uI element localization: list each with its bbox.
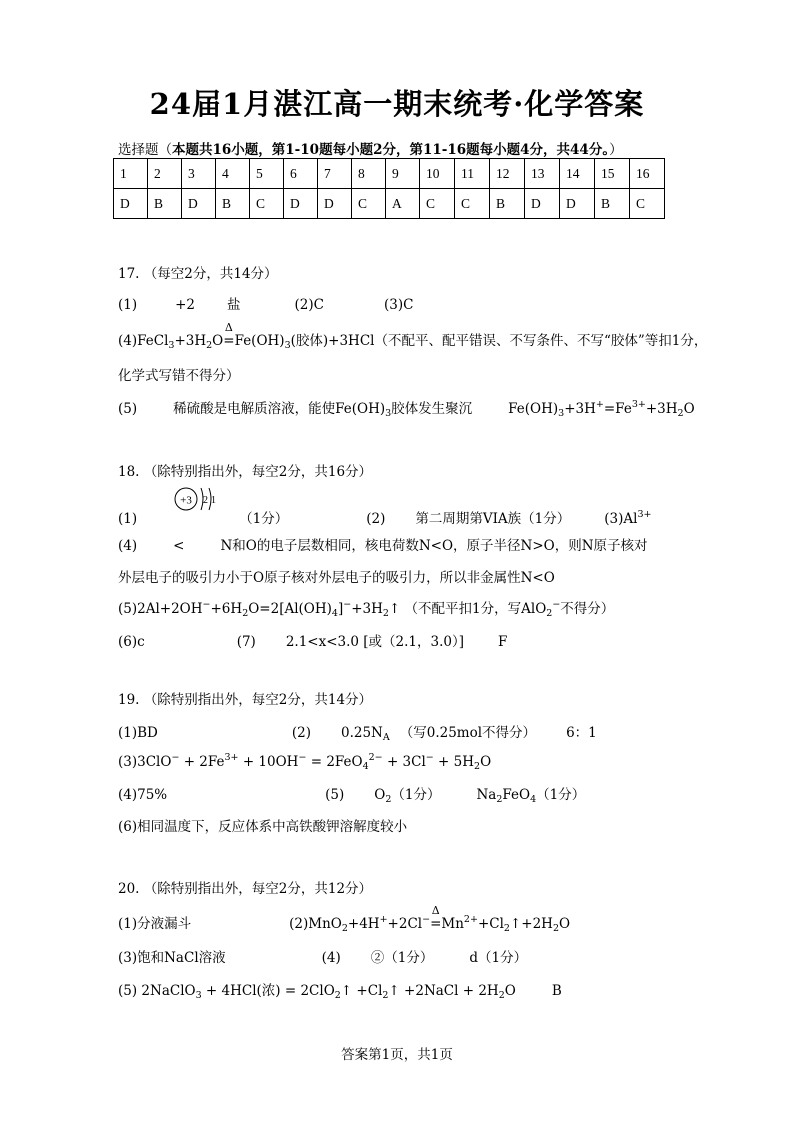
q17-line3: 化学式写错不得分） <box>118 368 240 384</box>
q17-line4: (5) 稀硫酸是电解质溶液，能使$Fe(OH)_3$胶体发生聚沉 $Fe(OH)_3+3H^+=Fe^{3+}+3H_2O$ <box>118 399 695 419</box>
question-number-cell: 3 <box>182 159 216 189</box>
q17-header: 17. （每空2分，共14分） <box>118 266 278 282</box>
answer-cell: B <box>148 189 182 219</box>
q19-line4: (6)相同温度下，反应体系中高铁酸钾溶解度较小 <box>118 819 408 835</box>
answer-cell: D <box>114 189 148 219</box>
question-number-cell: 10 <box>420 159 455 189</box>
answer-cell: D <box>182 189 216 219</box>
question-number-cell: 6 <box>284 159 318 189</box>
answer-number-row <box>114 159 665 189</box>
question-number-cell: 2 <box>148 159 182 189</box>
page-footer: 答案第1页，共1页 <box>341 1047 453 1063</box>
answer-cell: B <box>490 189 525 219</box>
heat-condition: Δ = <box>223 321 235 349</box>
question-number-cell: 13 <box>525 159 560 189</box>
answer-cell: C <box>630 189 665 219</box>
answer-cell: C <box>352 189 386 219</box>
shell-electrons-1: 2 <box>203 495 208 506</box>
q19-line2: $(3)3ClO^- + 2Fe^{3+} + 10OH^- = 2FeO_4^{2-} + 3Cl^- + 5H_2O$ <box>118 752 492 772</box>
question-number-cell: 16 <box>630 159 665 189</box>
answer-cell: D <box>560 189 595 219</box>
q20-header: 20. （除特别指出外，每空2分，共12分） <box>118 881 373 897</box>
nucleus-charge: +3 <box>180 494 192 507</box>
answer-cell: C <box>420 189 455 219</box>
question-number-cell: 7 <box>318 159 352 189</box>
q18-line5: (6)c (7) 2.1<x<3.0 [或（2.1，3.0）] F <box>118 634 508 650</box>
answer-cell: D <box>525 189 560 219</box>
shell-electrons-2: 1 <box>211 495 216 506</box>
answer-cell: B <box>216 189 250 219</box>
q18-line3: 外层电子的吸引力小于O原子核对外层电子的吸引力，所以非金属性N<O <box>118 570 555 586</box>
q19-header: 19. （除特别指出外，每空2分，共14分） <box>118 692 373 708</box>
answer-cell: D <box>284 189 318 219</box>
page-title: 24届1月湛江高一期末统考·化学答案 <box>149 87 645 121</box>
question-number-cell: 4 <box>216 159 250 189</box>
choice-intro: 选择题（本题共16小题，第1-10题每小题2分，第11-16题每小题4分，共44分。） <box>118 142 623 158</box>
answer-cell: B <box>595 189 630 219</box>
question-number-cell: 12 <box>490 159 525 189</box>
q20-line1: (1)分液漏斗 (2)MnO$_2$+4H++2Cl− Δ $=Mn^{2+}+Cl_2↑+2H_2O$ <box>118 904 571 934</box>
question-number-cell: 9 <box>386 159 420 189</box>
q18-line1: (1) （1分） (2) 第二周期第VIA族（1分） $(3)Al^{3+}$ <box>118 509 652 527</box>
question-number-cell: 5 <box>250 159 284 189</box>
question-number-cell: 15 <box>595 159 630 189</box>
answer-cell: D <box>318 189 352 219</box>
q20-line2: (3)饱和NaCl溶液 (4) ②（1分） d（1分） <box>118 950 528 966</box>
question-number-cell: 14 <box>560 159 595 189</box>
answer-table <box>113 158 665 219</box>
question-number-cell: 1 <box>114 159 148 189</box>
q17-line2: $(4)FeCl_3+3H_2O$ Δ $=Fe(OH)_3$(胶体)+3HCl（不配平、配平错误、不写条件、不写“胶体”等扣1分， <box>118 321 708 351</box>
question-number-cell: 8 <box>352 159 386 189</box>
q18-header: 18. （除特别指出外，每空2分，共16分） <box>118 464 373 480</box>
answer-cell: A <box>386 189 420 219</box>
answer-letter-row <box>114 189 665 219</box>
answer-cell: C <box>455 189 490 219</box>
q20-line3: (5) 2NaClO$_3$ + 4HCl(浓) = 2ClO$_2$↑ $+Cl_2↑$ +2NaCl + $2H_2O$ B <box>118 983 562 1001</box>
q19-line1: (1)BD (2) $0.25N_A$ （写0.25mol不得分） 6：1 <box>118 725 597 743</box>
q18-line2: (4) < N和O的电子层数相同，核电荷数N<O，原子半径N>O，则N原子核对 <box>118 538 648 554</box>
q17-line1: (1) +2 盐 (2)C (3)C <box>118 297 414 313</box>
q19-line3: (4)75% (5) $O_2(1$分） $Na_2FeO_4(1$分） <box>118 787 586 805</box>
answer-cell: C <box>250 189 284 219</box>
q18-line4: $(5)2Al+2OH^-+6H_2O=2[Al(OH)_4]^-+3H_2↑$ （不配平扣1分，写AlO$_2$−不得分） <box>118 599 615 619</box>
question-number-cell: 11 <box>455 159 490 189</box>
